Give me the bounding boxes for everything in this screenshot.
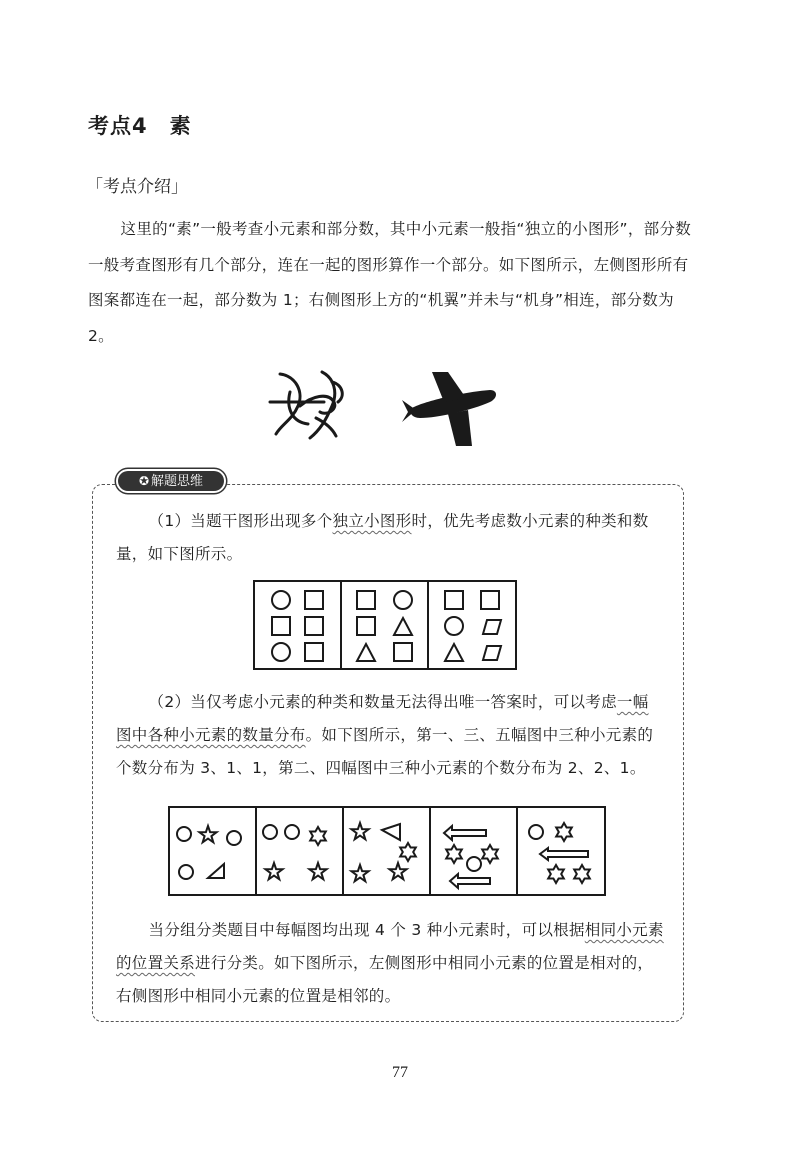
tip-paragraph-3 <box>116 914 664 1013</box>
tip-paragraph-2 <box>116 686 664 785</box>
panel-1 <box>177 826 241 879</box>
subsection-title: 「考点介绍」 <box>86 177 188 197</box>
intro-paragraph <box>88 212 700 354</box>
connected-scribble-figure <box>270 372 342 438</box>
intro-text: 这里的“素”一般考查小元素和部分数，其中小元素一般指“独立的小图形”，部分数一般考查图形有几个部分，连在一起的图形算作一个部分。如下图所示，左侧图形所有图案都连在一起，部分数为 1；右侧图形上方的“机翼”并未与“机身”相连，部分数为 2。 <box>88 220 692 345</box>
panel-3 <box>351 823 415 881</box>
element-distribution-figure <box>168 806 606 896</box>
section-title: 考点4 素 <box>88 114 192 138</box>
panel-5 <box>529 823 590 883</box>
tip3-text-b: 进行分类。如下图所示，左侧图形中相同小元素的位置是相对的，右侧图形中相同小元素的位置是相邻的。 <box>116 954 654 1005</box>
panel-2 <box>357 591 412 661</box>
tip3-text-a: 当分组分类题目中每幅图均出现 4 个 3 种小元素时，可以根据 <box>148 921 585 939</box>
tip1-text-a: （1）当题干图形出现多个 <box>148 512 333 530</box>
tip2-highlight: 一幅图中各种小元素的数量分布 <box>116 693 649 744</box>
tips-badge-label: 解题思维 <box>151 474 204 489</box>
figure-frame <box>254 581 516 669</box>
tip-paragraph-1 <box>116 505 664 571</box>
airplane-figure <box>402 372 496 446</box>
star-icon: ✪ <box>138 474 150 488</box>
tip3-highlight: 相同小元素的位置关系 <box>116 921 664 972</box>
panel-3 <box>445 591 501 661</box>
tip2-text-a: （2）当仅考虑小元素的种类和数量无法得出唯一答案时，可以考虑 <box>148 693 617 711</box>
panel-1 <box>272 591 323 661</box>
page-number: 77 <box>392 1064 408 1081</box>
tip1-text-b: 时，优先考虑数小元素的种类和数量，如下图所示。 <box>116 512 649 563</box>
element-count-figure <box>253 580 517 670</box>
intro-figures <box>262 362 532 452</box>
tip1-highlight: 独立小图形 <box>332 512 412 530</box>
panel-4 <box>444 826 498 888</box>
tip2-text-b: 。如下图所示，第一、三、五幅图中三种小元素的个数分布为 3、1、1，第二、四幅图中三种小元素的个数分布为 2、2、1。 <box>116 726 654 777</box>
tips-badge <box>116 469 226 493</box>
panel-2 <box>263 825 327 879</box>
